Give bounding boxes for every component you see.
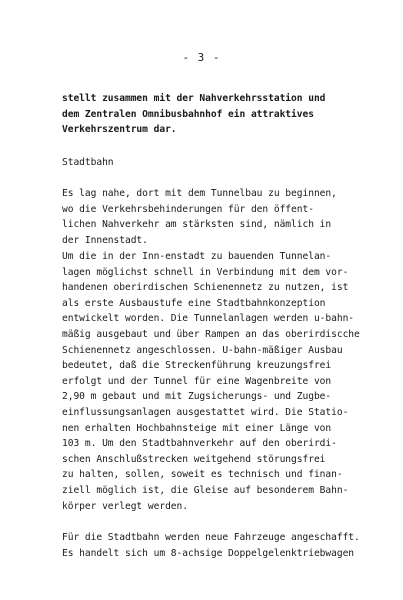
text-line: Verkehrszentrum dar. — [62, 124, 177, 136]
intro-paragraph — [62, 91, 397, 138]
text-line: lichen Nahverkehr am stärksten sind, nämlich in — [62, 219, 332, 231]
text-line: 2,90 m gebaut und mit Zugsicherungs- und Zugbe- — [62, 391, 332, 403]
section-heading: Stadtbahn — [62, 157, 114, 168]
text-line: bedeutet, daß die Streckenführung kreuzungsfrei — [62, 360, 332, 372]
text-line: körper verlegt werden. — [62, 500, 188, 512]
text-line: nen erhalten Hochbahnsteige mit einer Länge von — [62, 422, 332, 434]
text-line: ziell möglich ist, die Gleise auf besonderem Bahn- — [62, 484, 349, 496]
text-line: einflussungsanlagen ausgestattet wird. Die Statio- — [62, 406, 349, 418]
text-line: als erste Ausbaustufe eine Stadtbahnkonzeption — [62, 297, 326, 309]
text-line: der Innenstadt. — [62, 234, 148, 246]
text-line: stellt zusammen mit der Nahverkehrsstation und — [62, 93, 326, 104]
text-line: erfolgt und der Tunnel für eine Wagenbreite von — [62, 375, 332, 387]
text-line: Um die in der Inn-enstadt zu bauenden Tunnelan- — [62, 251, 332, 262]
text-line: dem Zentralen Omnibusbahnhof ein attraktives — [62, 108, 314, 120]
text-line: Es handelt sich um 8-achsige Doppelgelenktriebwagen — [62, 547, 355, 559]
text-line: 103 m. Um den Stadtbahnverkehr auf den oberirdi- — [62, 438, 337, 450]
text-line: lagen möglichst schnell in Verbindung mit dem vor- — [62, 266, 349, 278]
text-line: Schienennetz angeschlossen. U-bahn-mäßiger Ausbau — [62, 344, 343, 356]
text-line: schen Anschlußstrecken weitgehend störungsfrei — [62, 453, 326, 465]
text-line: mäßig ausgebaut und über Rampen an das oberirdiscche — [62, 328, 360, 340]
paragraph-3 — [62, 530, 397, 561]
paragraph-2 — [62, 249, 397, 514]
page-number: - 3 - — [182, 51, 221, 64]
text-line: Für die Stadtbahn werden neue Fahrzeuge angeschafft. — [62, 532, 360, 543]
text-line: handenen oberirdischen Schienennetz zu nutzen, ist — [62, 282, 349, 294]
text-line: Es lag nahe, dort mit dem Tunnelbau zu beginnen, — [62, 188, 337, 199]
text-line: entwickelt worden. Die Tunnelanlagen werden u-bahn- — [62, 313, 355, 325]
paragraph-1 — [62, 186, 397, 248]
text-line: zu halten, sollen, soweit es technisch und finan- — [62, 469, 343, 481]
text-line: wo die Verkehrsbehinderungen für den öffent- — [62, 203, 314, 215]
section-heading-block — [62, 155, 397, 171]
